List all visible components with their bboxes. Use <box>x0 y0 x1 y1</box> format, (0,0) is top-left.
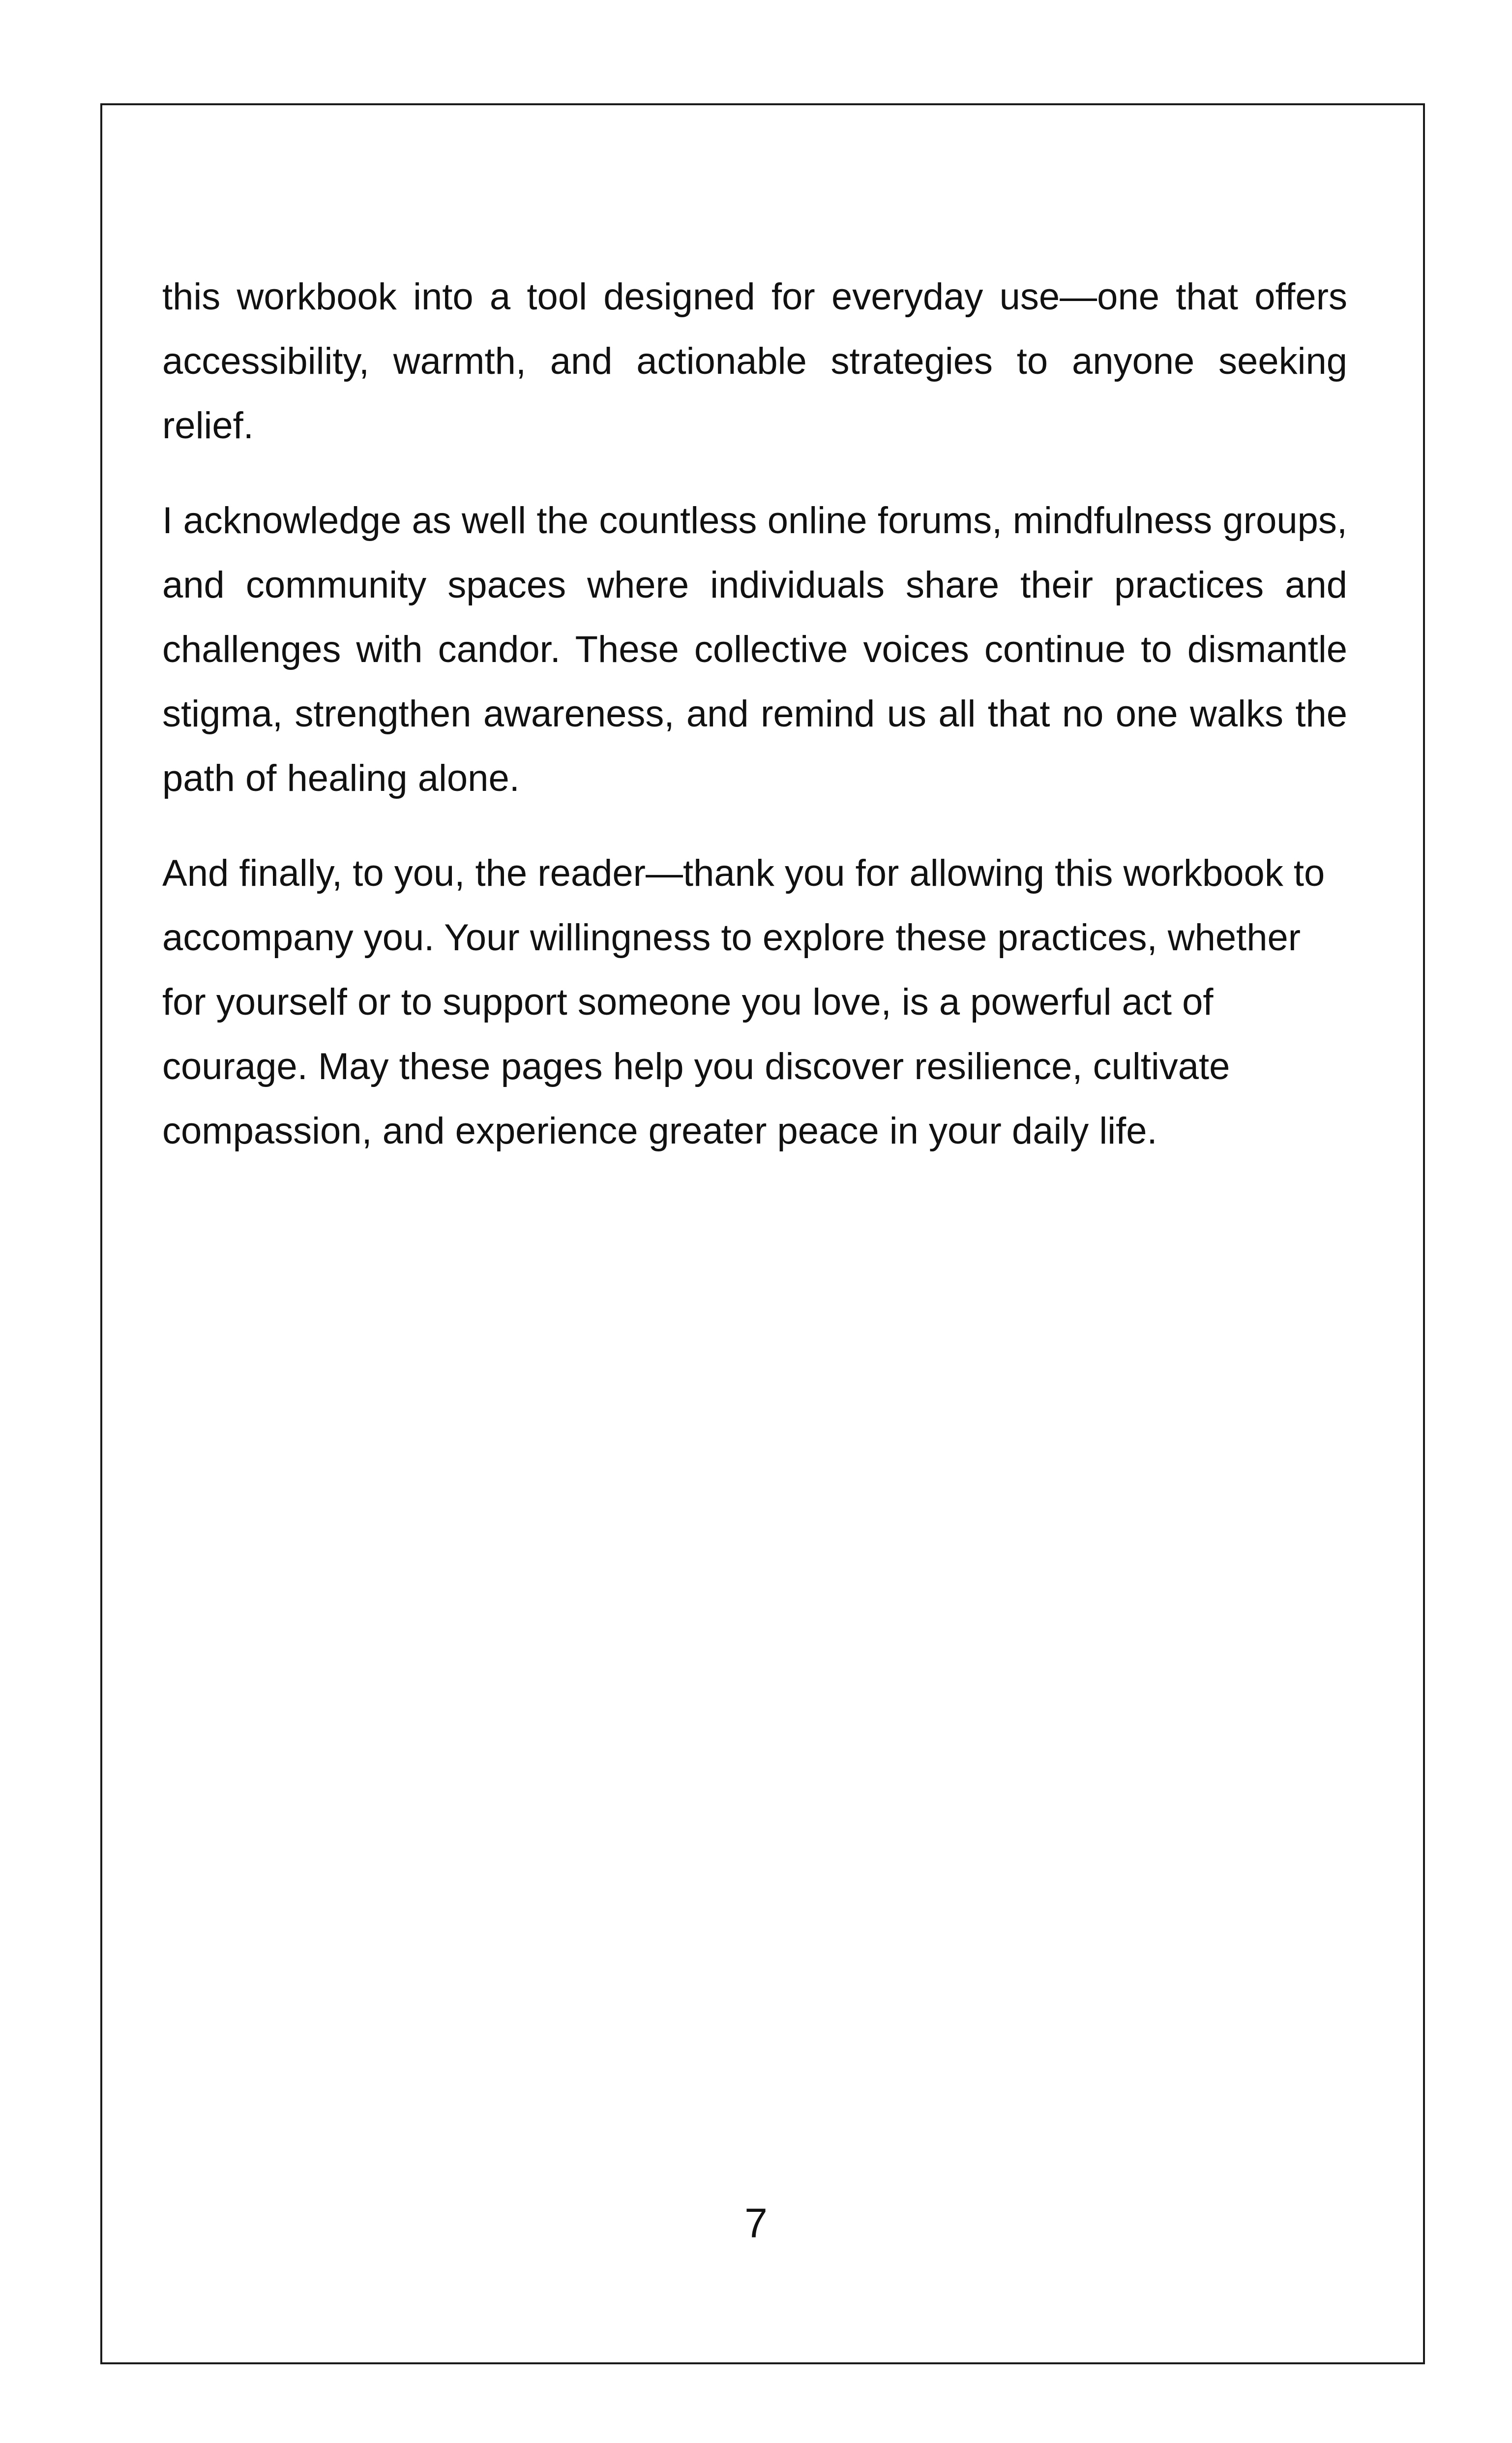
paragraph-2: I acknowledge as well the countless online forums, mindfulness groups, and community spaces where individuals share their practices and challenges with candor. These collective voices continue to dismantle stigma, strengthen awareness, and remind us all that no one walks the path of healing alone. <box>162 500 1347 799</box>
paragraph-3: And finally, to you, the reader—thank you for allowing this workbook to accompany you. Your willingness to explore these practices, whether for yourself or to support someone you love, is a powerful act of courage. May these pages help you discover resilience, cultivate compassion, and experience greater peace in your daily life. <box>162 852 1325 1152</box>
page-number: 7 <box>744 2200 768 2246</box>
body-text <box>162 265 1347 1194</box>
paragraph-1: this workbook into a tool designed for everyday use—one that offers accessibility, warmth, and actionable strategies to anyone seeking relief. <box>162 276 1347 447</box>
